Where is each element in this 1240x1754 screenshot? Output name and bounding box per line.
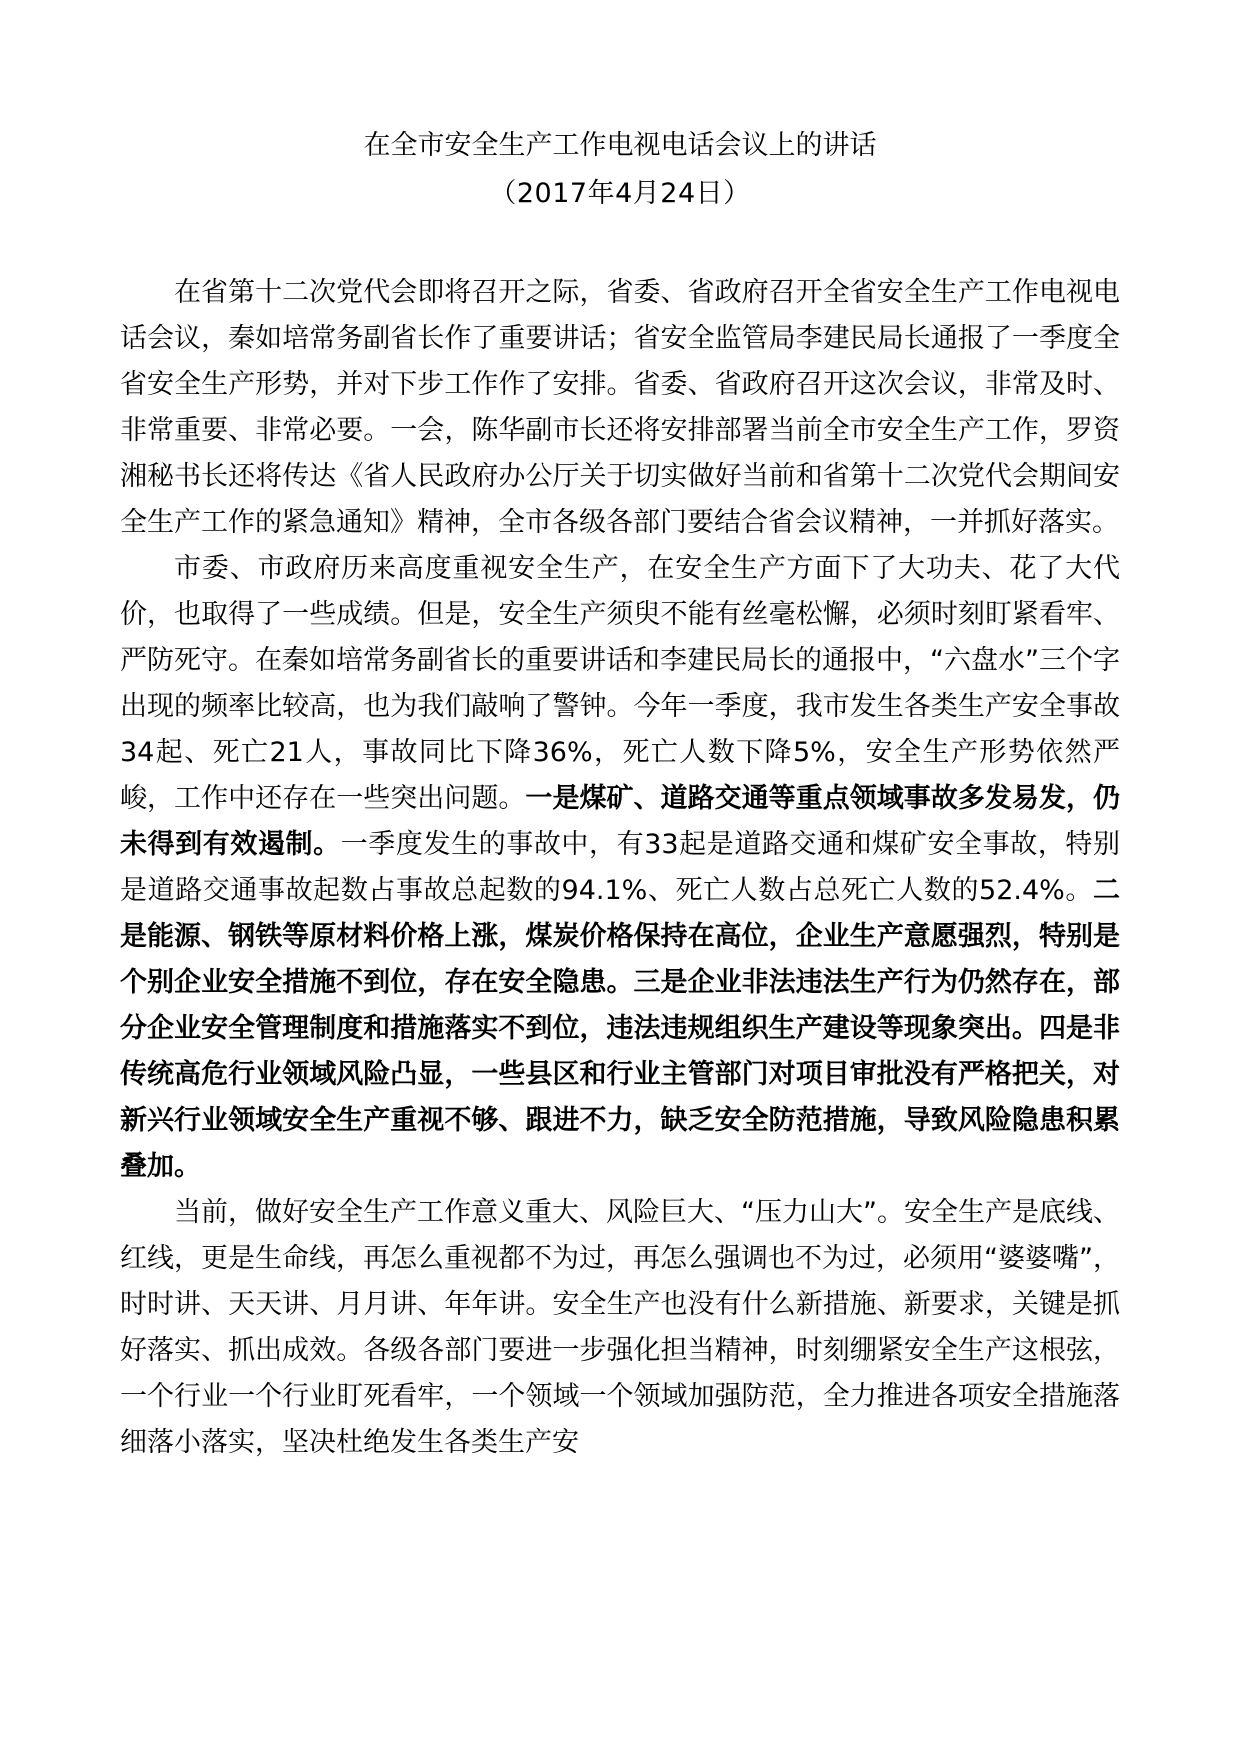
paragraph-2-bold-d: 二是能源、钢铁等原材料价格上涨，煤炭价格保持在高位，企业生产意愿强烈，特别是个别企业安全措施不到位，存在安全隐患。三是企业非法违法生产行为仍然存在，部分企业安全管理制度和措施落实不到位，违法违规组织生产建设等现象突出。四是非传统高危行业领域风险凸显，一些县区和行业主管部门对项目审批没有严格把关，对新兴行业领域安全生产重视不够、跟进不力，缺乏安全防范措施，导致风险隐患积累叠加。 bbox=[120, 875, 1120, 1182]
document-body bbox=[120, 270, 1120, 1466]
paragraph-1: 在省第十二次党代会即将召开之际，省委、省政府召开全省安全生产工作电视电话会议，秦如培常务副省长作了重要讲话；省安全监管局李建民局长通报了一季度全省安全生产形势，并对下步工作作了安排。省委、省政府召开这次会议，非常及时、非常重要、非常必要。一会，陈华副市长还将安排部署当前全市安全生产工作，罗资湘秘书长还将传达《省人民政府办公厅关于切实做好当前和省第十二次党代会期间安全生产工作的紧急通知》精神，全市各级各部门要结合省会议精神，一并抓好落实。 bbox=[120, 277, 1120, 538]
paragraph-3: 当前，做好安全生产工作意义重大、风险巨大、“压力山大”。安全生产是底线、红线，更是生命线，再怎么重视都不为过，再怎么强调也不为过，必须用“婆婆嘴”，时时讲、天天讲、月月讲、年年讲。安全生产也没有什么新措施、新要求，关键是抓好落实、抓出成效。各级各部门要进一步强化担当精神，时刻绷紧安全生产这根弦，一个行业一个行业盯死看牢，一个领域一个领域加强防范，全力推进各项安全措施落细落小落实，坚决杜绝发生各类生产安 bbox=[120, 1197, 1120, 1458]
paragraph-2-text-c: 一季度发生的事故中，有33起是道路交通和煤矿安全事故，特别是道路交通事故起数占事故总起数的94.1%、死亡人数占总死亡人数的52.4%。 bbox=[120, 829, 1120, 906]
paragraph-2 bbox=[120, 546, 1120, 1190]
document-title: 在全市安全生产工作电视电话会议上的讲话 bbox=[363, 130, 877, 161]
paragraph-2-text-a: 市委、市政府历来高度重视安全生产，在安全生产方面下了大功夫、花了大代价，也取得了一些成绩。但是，安全生产须臾不能有丝毫松懈，必须时刻盯紧看牢、严防死守。在秦如培常务副省长的重要讲话和李建民局长的通报中，“六盘水”三个字出现的频率比较高，也为我们敲响了警钟。今年一季度，我市发生各类生产安全事故34起、死亡21人，事故同比下降36%，死亡人数下降5%，安全生产形势依然严峻，工作中还存在一些突出问题。 bbox=[120, 553, 1120, 814]
document-date: （2017年4月24日） bbox=[489, 178, 751, 209]
paragraph-2-bold-b: 一是煤矿、道路交通等重点领域事故多发易发，仍未得到有效遏制。 bbox=[120, 783, 1121, 860]
